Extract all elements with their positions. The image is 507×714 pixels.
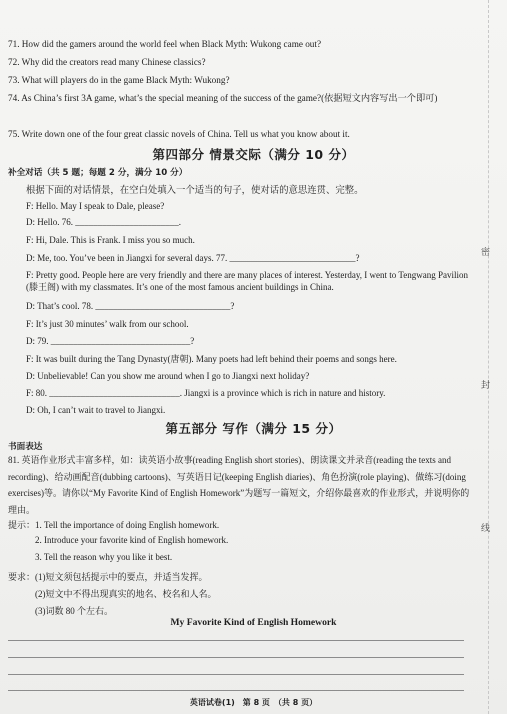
dialogue-line: F: Hi, Dale. This is Frank. I miss you so much. <box>26 235 195 245</box>
seal-mark-feng: 封 <box>481 381 491 391</box>
dialogue-line: F: Pretty good. People here are very friendly and there are many places of interest. Yesterday, I went to Tengwang Pavilion (滕王阁) with my classmates. It’s one of the most famous ancient buildings in China. <box>26 270 468 292</box>
tip-3: 3. Tell the reason why you like it best. <box>35 552 173 562</box>
writing-task: 81. 英语作业形式丰富多样，如：读英语小故事(reading English short stories)、朗读课文并录音(reading the texts and recording)、给动画配音(dubbing cartoons)、写英语日记(keeping English diaries)、角色扮演(role playing)、做练习(doing exercises)等。请你以“My Favorite Kind of English Homework”为题写一篇短文，介绍你最喜欢的作业形式，并说明你的理由。 <box>8 455 470 515</box>
question-72: 72. Why did the creators read many Chinese classics? <box>8 57 206 67</box>
dialogue-line: D: 79. _______________________________? <box>26 336 195 346</box>
dialogue-line: F: It’s just 30 minutes’ walk from our school. <box>26 319 189 329</box>
writing-line <box>8 640 464 641</box>
dialogue-line: D: That’s cool. 78. ______________________________? <box>26 301 235 311</box>
dialogue-line: D: Me, too. You’ve been in Jiangxi for several days. 77. ____________________________? <box>26 253 360 263</box>
requirement-3: (3)词数 80 个左右。 <box>35 606 113 616</box>
requirement-1: 要求：(1)短文须包括提示中的要点，并适当发挥。 <box>8 572 208 582</box>
part4-instruction: 根据下面的对话情景，在空白处填入一个适当的句子，使对话的意思连贯、完整。 <box>26 185 364 196</box>
part4-heading: 第四部分 情景交际（满分 10 分） <box>152 147 355 162</box>
writing-line <box>8 657 464 658</box>
dialogue-line: D: Unbelievable! Can you show me around when I go to Jiangxi next holiday? <box>26 371 310 381</box>
page-footer: 英语试卷(1) 第 8 页 （共 8 页） <box>189 698 318 707</box>
question-71: 71. How did the gamers around the world feel when Black Myth: Wukong came out? <box>8 39 322 49</box>
seal-mark-mi: 密 <box>481 248 491 258</box>
question-73: 73. What will players do in the game Black Myth: Wukong? <box>8 75 230 85</box>
tip-2: 2. Introduce your favorite kind of English homework. <box>35 535 229 545</box>
seal-mark-xian: 线 <box>481 524 491 534</box>
dialogue-line: D: Oh, I can’t wait to travel to Jiangxi. <box>26 405 166 415</box>
tip-1: 提示：1. Tell the importance of doing English homework. <box>8 520 220 530</box>
dialogue-line: F: Hello. May I speak to Dale, please? <box>26 201 165 211</box>
question-75: 75. Write down one of the four great classic novels of China. Tell us what you know about it. <box>8 129 350 139</box>
part5-heading: 第五部分 写作（满分 15 分） <box>165 421 342 436</box>
essay-title: My Favorite Kind of English Homework <box>170 617 337 628</box>
question-74: 74. As China’s first 3A game, what’s the special meaning of the success of the game?(依据短文内容写出一个即可) <box>8 93 438 103</box>
dialogue-line: F: 80. _____________________________. Jiangxi is a province which is rich in nature and history. <box>26 388 386 398</box>
dialogue-line: F: It was built during the Tang Dynasty(唐朝). Many poets had left behind their poems and songs here. <box>26 354 397 364</box>
part5-subheading: 书面表达 <box>8 442 43 452</box>
part4-subheading: 补全对话（共 5 题；每题 2 分，满分 10 分） <box>8 168 188 178</box>
binding-dashed-line <box>488 0 489 714</box>
dialogue-line: D: Hello. 76. _______________________. <box>26 217 181 227</box>
requirement-2: (2)短文中不得出现真实的地名、校名和人名。 <box>35 589 217 599</box>
writing-line <box>8 690 464 691</box>
writing-line <box>8 674 464 675</box>
